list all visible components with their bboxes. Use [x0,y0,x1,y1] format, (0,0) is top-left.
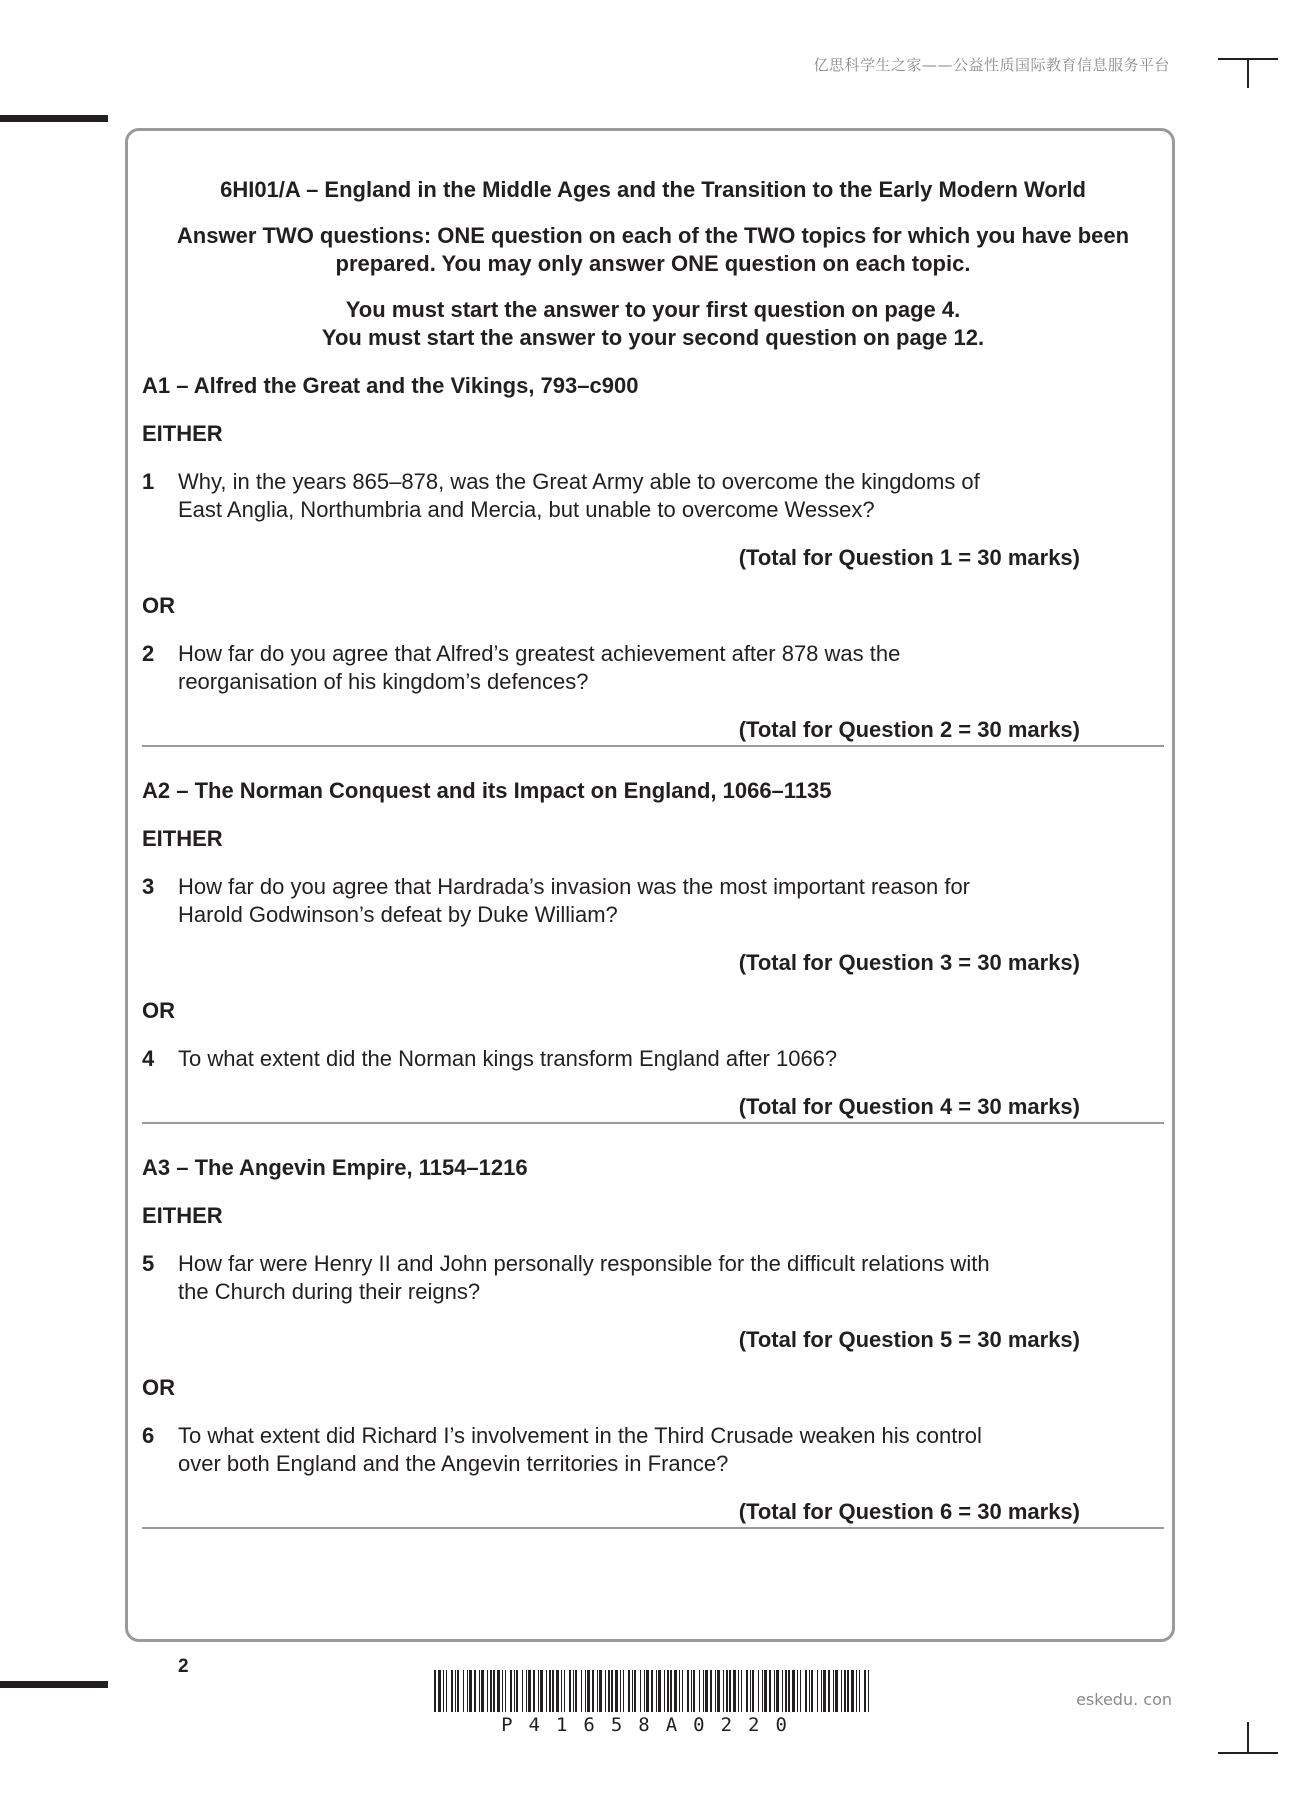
question-line: Harold Godwinson’s defeat by Duke William? [178,902,618,927]
instruction-line: prepared. You may only answer ONE question on each topic. [335,251,971,276]
or-label: OR [142,593,175,618]
question-text [178,468,1038,524]
question-total: (Total for Question 6 = 30 marks) [738,1499,1080,1524]
question-number: 4 [142,1046,155,1071]
section-divider [142,745,1164,747]
question-5 [142,1250,1164,1306]
question-2 [142,640,1164,696]
question-4 [142,1045,1164,1073]
watermark-text: eskedu. con [1076,1690,1172,1709]
header-note: 亿思科学生之家——公益性质国际教育信息服务平台 [813,56,1170,74]
question-1 [142,468,1164,524]
question-text [178,1045,1038,1073]
instruction-line: Answer TWO questions: ONE question on each of the TWO topics for which you have been [176,223,1130,248]
instructions [142,222,1164,278]
barcode-area [434,1670,870,1736]
page-number: 2 [178,1656,189,1677]
question-text [178,1250,1038,1306]
question-line: To what extent did Richard I’s involvement in the Third Crusade weaken his control [178,1423,982,1448]
question-text [178,1422,1038,1478]
question-line: How far do you agree that Alfred’s greatest achievement after 878 was the [178,641,901,666]
question-line: Why, in the years 865–878, was the Great Army able to overcome the kingdoms of [178,469,980,494]
question-number: 6 [142,1423,155,1448]
section-a1 [142,372,1164,747]
question-line: reorganisation of his kingdom’s defences? [178,669,589,694]
question-line: To what extent did the Norman kings transform England after 1066? [178,1046,838,1071]
question-number: 2 [142,641,155,666]
question-total: (Total for Question 4 = 30 marks) [738,1094,1080,1119]
section-a3 [142,1154,1164,1529]
or-label: OR [142,1375,175,1400]
question-line: How far do you agree that Hardrada’s invasion was the most important reason for [178,874,970,899]
question-total: (Total for Question 3 = 30 marks) [738,950,1080,975]
barcode-text: P41658A0220 [501,1714,803,1736]
section-divider [142,1122,1164,1124]
question-line: over both England and the Angevin territories in France? [178,1451,729,1476]
crop-mark-top-v [1247,58,1249,88]
question-number: 1 [142,469,155,494]
question-line: How far were Henry II and John personally responsible for the difficult relations with [178,1251,990,1276]
crop-mark-bottom-v [1247,1722,1249,1754]
question-number: 5 [142,1251,155,1276]
section-a2 [142,777,1164,1124]
question-total: (Total for Question 1 = 30 marks) [738,545,1080,570]
question-line: the Church during their reigns? [178,1279,481,1304]
question-3 [142,873,1164,929]
side-bar-bottom [0,1681,108,1688]
either-label: EITHER [142,1203,223,1228]
start-instruction-line: You must start the answer to your first question on page 4. [345,297,961,322]
question-total: (Total for Question 2 = 30 marks) [738,717,1080,742]
start-instruction-line: You must start the answer to your second question on page 12. [321,325,985,350]
question-6 [142,1422,1164,1478]
or-label: OR [142,998,175,1023]
section-title: A2 – The Norman Conquest and its Impact on England, 1066–1135 [142,778,832,803]
section-title: A3 – The Angevin Empire, 1154–1216 [142,1155,528,1180]
section-title: A1 – Alfred the Great and the Vikings, 793–c900 [142,373,639,398]
question-content [142,140,1164,1559]
question-text [178,640,1038,696]
barcode [434,1670,870,1712]
question-text [178,873,1038,929]
question-total: (Total for Question 5 = 30 marks) [738,1327,1080,1352]
either-label: EITHER [142,421,223,446]
either-label: EITHER [142,826,223,851]
start-instructions [142,296,1164,352]
paper-title: 6HI01/A – England in the Middle Ages and the Transition to the Early Modern World [220,177,1086,202]
section-divider [142,1527,1164,1529]
question-line: East Anglia, Northumbria and Mercia, but unable to overcome Wessex? [178,497,875,522]
question-number: 3 [142,874,155,899]
side-bar-top [0,115,108,122]
